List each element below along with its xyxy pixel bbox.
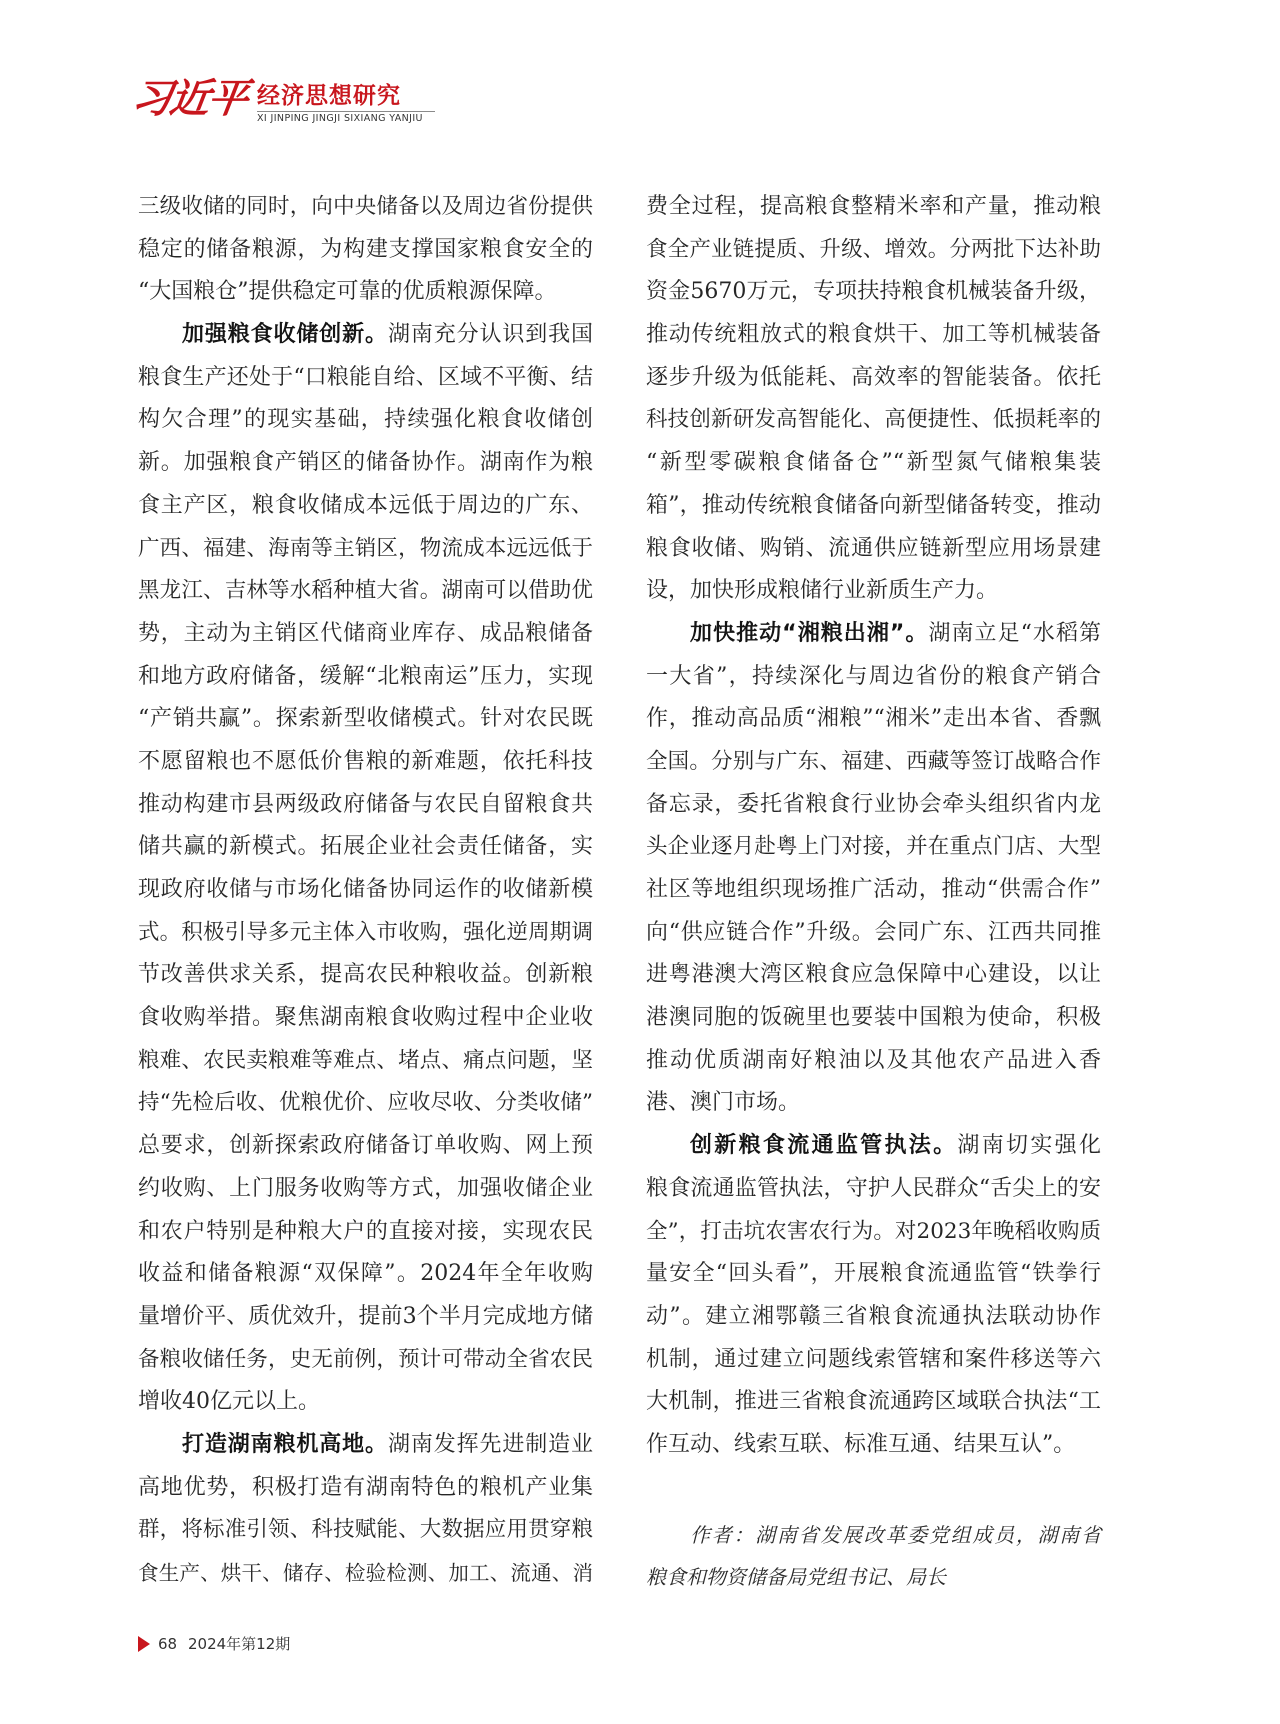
text-line	[138, 271, 593, 314]
text-line	[138, 1040, 593, 1083]
text-line	[138, 1296, 593, 1339]
line-text: 备忘录，委托省粮食行业协会牵头组织省内龙	[646, 791, 1101, 817]
line-text: 全”，打击坑农害农行为。对2023年晚稻收购质	[646, 1218, 1101, 1244]
paragraph	[646, 613, 1101, 1125]
text-line	[138, 1168, 593, 1211]
text-line	[646, 784, 1101, 827]
text-line	[138, 1552, 593, 1595]
line-text: 和农户特别是种粮大户的直接对接，实现农民	[138, 1218, 593, 1244]
line-text: 资金5670万元，专项扶持粮食机械装备升级，	[646, 279, 1101, 305]
text-line	[138, 954, 593, 997]
line-text: 科技创新研发高智能化、高便捷性、低损耗率的	[646, 407, 1101, 433]
line-text: 广西、福建、海南等主销区，物流成本远远低于	[138, 535, 593, 561]
line-text: 势，主动为主销区代储商业库存、成品粮储备	[138, 620, 593, 646]
text-line	[646, 1040, 1101, 1083]
text-line	[646, 954, 1101, 997]
line-text: 量增价平、质优效升，提前3个半月完成地方储	[138, 1303, 593, 1329]
article-column-left	[138, 186, 593, 1595]
line-text: 粮食流通监管执法，守护人民群众“舌尖上的安	[646, 1175, 1101, 1201]
text-line	[138, 869, 593, 912]
text-line	[646, 357, 1101, 400]
text-line	[646, 1381, 1101, 1424]
line-text: 备粮收储任务，史无前例，预计可带动全省农民	[138, 1346, 593, 1372]
section-heading: 打造湖南粮机高地。	[182, 1431, 388, 1457]
section-heading: 加强粮食收储创新。	[182, 322, 388, 348]
line-text: 不愿留粮也不愿低价售粮的新难题，依托科技	[138, 748, 593, 774]
line-text: 式。积极引导多元主体入市收购，强化逆周期调	[138, 919, 593, 945]
text-line	[138, 570, 593, 613]
line-text: 食全产业链提质、升级、增效。分两批下达补助	[646, 236, 1101, 262]
text-line	[646, 442, 1101, 485]
line-text: 湖南立足“水稻第	[928, 620, 1102, 646]
text-line	[646, 826, 1101, 869]
text-line	[646, 570, 1101, 613]
issue-label: 2024年第12期	[188, 1635, 291, 1653]
line-text: 湖南发挥先进制造业	[387, 1431, 593, 1457]
text-line	[646, 912, 1101, 955]
text-line	[138, 442, 593, 485]
article-column-right	[646, 186, 1101, 1467]
paragraph	[646, 1125, 1101, 1467]
text-line	[138, 1381, 593, 1424]
magazine-subtitle: XI JINPING JINGJI SIXIANG YANJIU	[257, 113, 423, 124]
text-line	[138, 997, 593, 1040]
line-text: 大机制，推进三省粮食流通跨区域联合执法“工	[646, 1389, 1101, 1415]
text-line	[138, 741, 593, 784]
line-text: “新型零碳粮食储备仓”“新型氮气储粮集装	[646, 450, 1101, 476]
section-heading: 创新粮食流通监管执法。	[690, 1133, 958, 1159]
line-text: 约收购、上门服务收购等方式，加强收储企业	[138, 1175, 593, 1201]
line-text: 和地方政府储备，缓解“北粮南运”压力，实现	[138, 663, 593, 689]
text-line	[646, 741, 1101, 784]
line-text: 推动传统粗放式的粮食烘干、加工等机械装备	[646, 322, 1101, 348]
text-line	[646, 613, 1101, 656]
text-line	[138, 1253, 593, 1296]
text-line	[646, 1082, 1101, 1125]
text-line	[646, 399, 1101, 442]
author-line: 粮食和物资储备局党组书记、局长	[646, 1565, 946, 1589]
paragraph	[646, 186, 1101, 613]
text-line	[646, 1125, 1101, 1168]
text-line	[646, 229, 1101, 272]
line-text: 箱”，推动传统粮食储备向新型储备转变，推动	[646, 492, 1101, 518]
line-text: 食主产区，粮食收储成本远低于周边的广东、	[138, 492, 593, 518]
text-line	[138, 186, 593, 229]
line-text: 高地优势，积极打造有湖南特色的粮机产业集	[138, 1474, 593, 1500]
line-text: 港澳同胞的饭碗里也要装中国粮为使命，积极	[646, 1005, 1101, 1031]
text-line	[138, 357, 593, 400]
text-line	[646, 1424, 1101, 1467]
line-text: 现政府收储与市场化储备协同运作的收储新模	[138, 877, 593, 902]
text-line	[646, 1211, 1101, 1254]
line-text: “产销共赢”。探索新型收储模式。针对农民既	[138, 706, 593, 732]
author-note	[646, 1514, 1101, 1598]
text-line	[138, 1211, 593, 1254]
line-text: 粮食生产还处于“口粮能自给、区域不平衡、结	[138, 364, 593, 390]
text-line	[646, 186, 1101, 229]
section-heading: 加快推动“湘粮出湘”。	[690, 620, 929, 646]
text-line	[138, 1082, 593, 1125]
paragraph	[138, 1424, 593, 1595]
line-text: 节改善供求关系，提高农民种粮收益。创新粮	[138, 962, 593, 988]
line-text: 食收购举措。聚焦湖南粮食收购过程中企业收	[138, 1005, 593, 1031]
text-line	[646, 271, 1101, 314]
text-line	[646, 656, 1101, 699]
line-text: 推动构建市县两级政府储备与农民自留粮食共	[138, 791, 593, 817]
text-line	[138, 485, 593, 528]
text-line	[138, 1467, 593, 1510]
line-text: 持“先检后收、优粮优价、应收尽收、分类收储”	[138, 1090, 593, 1116]
line-text: 作，推动高品质“湘粮”“湘米”走出本省、香飘	[646, 706, 1101, 732]
text-line	[138, 528, 593, 571]
line-text: 机制，通过建立问题线索管辖和案件移送等六	[646, 1346, 1101, 1372]
text-line	[646, 314, 1101, 357]
line-text: 逐步升级为低能耗、高效率的智能装备。依托	[646, 364, 1101, 390]
text-line	[138, 399, 593, 442]
line-text: 新。加强粮食产销区的储备协作。湖南作为粮	[138, 450, 593, 476]
line-text: 一大省”，持续深化与周边省份的粮食产销合	[646, 663, 1101, 689]
text-line	[138, 229, 593, 272]
text-line	[138, 698, 593, 741]
line-text: 全国。分别与广东、福建、西藏等签订战略合作	[646, 748, 1101, 774]
page-number: 68	[158, 1635, 178, 1653]
paragraph	[138, 186, 593, 314]
line-text: 动”。建立湘鄂赣三省粮食流通执法联动协作	[646, 1303, 1101, 1329]
line-text: 粮食收储、购销、流通供应链新型应用场景建	[646, 535, 1101, 561]
text-line	[646, 698, 1101, 741]
line-text: 增收40亿元以上。	[138, 1389, 320, 1415]
line-text: 推动优质湖南好粮油以及其他农产品进入香	[646, 1047, 1101, 1073]
line-text: 湖南切实强化	[957, 1133, 1101, 1159]
line-text: 粮难、农民卖粮难等难点、堵点、痛点问题，坚	[138, 1047, 593, 1073]
line-text: “大国粮仓”提供稳定可靠的优质粮源保障。	[138, 279, 557, 305]
header-rule	[257, 111, 435, 112]
line-text: 社区等地组织现场推广活动，推动“供需合作”	[646, 877, 1101, 902]
text-line	[138, 826, 593, 869]
line-text: 量安全“回头看”，开展粮食流通监管“铁拳行	[646, 1261, 1101, 1287]
line-text: 总要求，创新探索政府储备订单收购、网上预	[138, 1133, 593, 1159]
text-line	[138, 613, 593, 656]
line-text: 港、澳门市场。	[646, 1090, 801, 1116]
line-text: 群，将标准引领、科技赋能、大数据应用贯穿粮	[138, 1517, 593, 1543]
magazine-title: 经济思想研究	[257, 83, 401, 109]
paragraph	[138, 314, 593, 1424]
line-text: 黑龙江、吉林等水稻种植大省。湖南可以借助优	[138, 578, 593, 604]
line-text: 稳定的储备粮源，为构建支撑国家粮食安全的	[138, 236, 593, 262]
line-text: 食生产、烘干、储存、检验检测、加工、流通、消	[138, 1561, 593, 1585]
text-line	[646, 485, 1101, 528]
line-text: 收益和储备粮源“双保障”。2024年全年收购	[138, 1261, 593, 1287]
text-line	[646, 528, 1101, 571]
line-text: 三级收储的同时，向中央储备以及周边省份提供	[138, 194, 593, 219]
line-text: 向“供应链合作”升级。会同广东、江西共同推	[646, 919, 1101, 945]
text-line	[646, 1296, 1101, 1339]
text-line	[646, 997, 1101, 1040]
text-line	[646, 1253, 1101, 1296]
text-line	[646, 1339, 1101, 1382]
text-line	[646, 1168, 1101, 1211]
text-line	[138, 314, 593, 357]
line-text: 湖南充分认识到我国	[387, 322, 593, 348]
line-text: 进粤港澳大湾区粮食应急保障中心建设，以让	[646, 962, 1101, 988]
text-line	[138, 656, 593, 699]
page-marker-icon	[138, 1636, 150, 1652]
text-line	[138, 1424, 593, 1467]
text-line	[138, 784, 593, 827]
text-line	[138, 1509, 593, 1552]
text-line	[138, 1125, 593, 1168]
line-text: 作互动、线索互联、标准互通、结果互认”。	[646, 1431, 1076, 1457]
text-line	[138, 1339, 593, 1382]
line-text: 头企业逐月赴粤上门对接，并在重点门店、大型	[646, 834, 1101, 860]
line-text: 构欠合理”的现实基础，持续强化粮食收储创	[138, 407, 593, 433]
author-line: 作者：湖南省发展改革委党组成员，湖南省	[690, 1523, 1101, 1547]
magazine-logo: 习近平	[128, 75, 250, 122]
line-text: 储共赢的新模式。拓展企业社会责任储备，实	[138, 834, 593, 860]
text-line	[138, 912, 593, 955]
text-line	[646, 869, 1101, 912]
line-text: 费全过程，提高粮食整精米率和产量，推动粮	[646, 194, 1101, 219]
line-text: 设，加快形成粮储行业新质生产力。	[646, 578, 999, 604]
